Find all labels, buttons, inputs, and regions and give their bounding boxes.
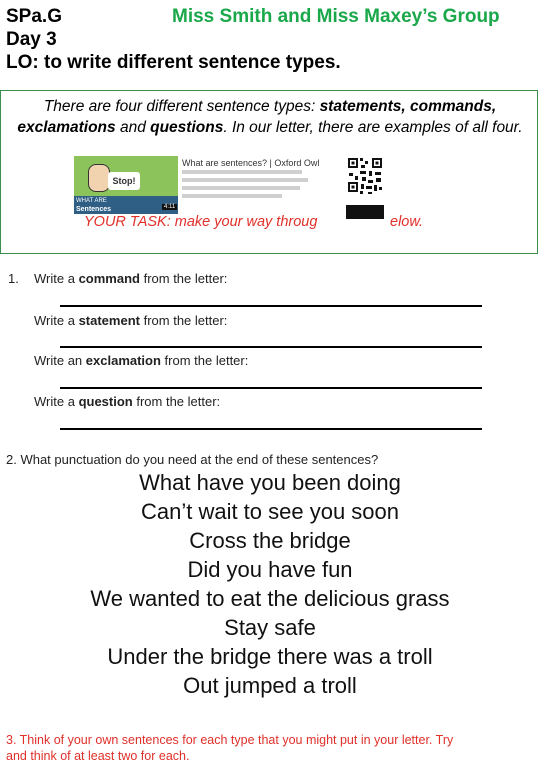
video-thumbnail[interactable] — [74, 156, 178, 214]
section-3-prompt-line-2: and think of at least two for each. — [6, 749, 190, 763]
thumbnail-caption: Sentences — [76, 206, 112, 213]
sentence-item: Can’t wait to see you soon — [140, 499, 400, 524]
day-label: Day 3 — [6, 29, 57, 50]
section-1-number: 1. — [8, 271, 19, 286]
video-title[interactable]: What are sentences? | Oxford Owl — [182, 158, 320, 168]
stop-sign: Stop! — [108, 172, 140, 190]
question-exclamation: Write an exclamation from the letter: — [34, 353, 249, 368]
sentence-item: Out jumped a troll — [183, 673, 357, 698]
group-name: Miss Smith and Miss Maxey’s Group — [172, 6, 500, 27]
intro-text: There are four different sentence types: statements, commands, exclamations and questions. In our letter, there are examples of all four. — [17, 98, 523, 136]
owl-character-icon — [88, 164, 110, 192]
sentence-item: Did you have fun — [187, 557, 353, 582]
task-instruction-end: elow. — [390, 214, 424, 230]
thumbnail-caption-top: WHAT ARE — [76, 198, 107, 204]
question-question: Write a question from the letter: — [34, 394, 221, 409]
sentence-item: We wanted to eat the delicious grass — [90, 586, 450, 611]
answer-line-command[interactable] — [60, 305, 482, 307]
section-2-prompt: 2. What punctuation do you need at the end of these sentences? — [6, 452, 379, 467]
answer-line-question[interactable] — [60, 428, 482, 430]
sentence-item: Stay safe — [224, 615, 316, 640]
question-statement: Write a statement from the letter: — [34, 313, 228, 328]
learning-objective: LO: to write different sentence types. — [6, 52, 341, 73]
subject-title: SPa.G — [6, 6, 62, 27]
video-description — [182, 170, 312, 202]
answer-line-statement[interactable] — [60, 346, 482, 348]
sentence-item: Cross the bridge — [189, 528, 351, 553]
video-duration: 4:11 — [164, 204, 176, 210]
sentence-item: Under the bridge there was a troll — [107, 644, 433, 669]
task-instruction: YOUR TASK: make your way throug — [84, 214, 318, 230]
answer-line-exclamation[interactable] — [60, 387, 482, 389]
section-3-prompt-line-1: 3. Think of your own sentences for each type that you might put in your letter. Try — [6, 733, 454, 747]
sentence-item: What have you been doing — [139, 470, 401, 495]
qr-code-overlap — [346, 205, 384, 219]
question-command: Write a command from the letter: — [34, 271, 228, 286]
